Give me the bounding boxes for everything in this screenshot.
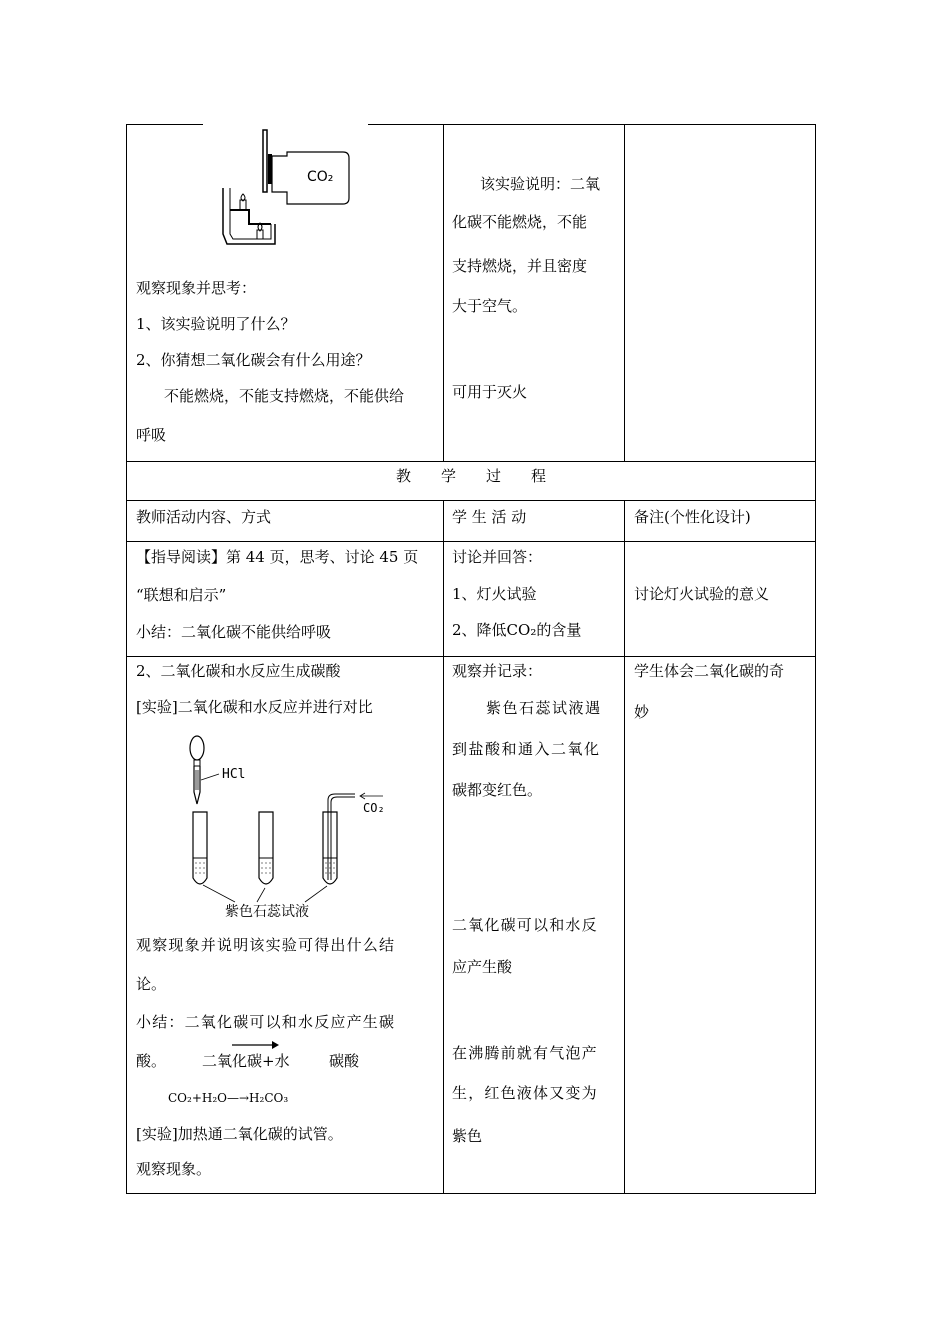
- column-divider-2b: [624, 500, 625, 1193]
- row3-middle-line4: 碳都变红色。: [452, 781, 543, 799]
- row3-left-line2: [实验]二氧化碳和水反应并进行对比: [136, 698, 373, 716]
- row2-left-line2: “联想和启示”: [136, 586, 227, 604]
- table-top-border-left: [126, 124, 203, 125]
- row2-note: 讨论灯火试验的意义: [634, 585, 770, 603]
- row3-left-line3: 观察现象并说明该实验可得出什么结: [136, 936, 396, 954]
- row1-student-line4: 大于空气。: [452, 297, 528, 315]
- row2-middle-line1: 讨论并回答：: [452, 548, 543, 566]
- row2-left-line3: 小结：二氧化碳不能供给呼吸: [136, 623, 332, 641]
- header-student-activity: 学 生 活 动: [452, 508, 527, 526]
- figure-caption-litmus: 紫色石蕊试液: [225, 904, 309, 920]
- table-bottom-border: [126, 1193, 816, 1194]
- row3-middle-line5: 二氧化碳可以和水反: [452, 916, 598, 934]
- co2-candle-experiment-figure: [215, 124, 355, 250]
- row3-left-line6c: 碳酸: [329, 1052, 360, 1070]
- row1-student-line1: 该实验说明：二氧: [480, 175, 601, 193]
- row-divider-2: [126, 500, 816, 501]
- row2-middle-line3: 2、降低CO₂的含量: [452, 621, 582, 639]
- column-divider-1b: [443, 500, 444, 1193]
- table-top-border-right: [368, 124, 816, 125]
- row1-answer-line2: 呼吸: [136, 426, 167, 444]
- row1-answer-line1: 不能燃烧，不能支持燃烧，不能供给: [164, 387, 405, 405]
- row3-middle-line8: 生，红色液体又变为: [452, 1084, 598, 1102]
- row1-question-2: 2、你猜想二氧化碳会有什么用途？: [136, 351, 371, 369]
- row3-note-line2: 妙: [634, 703, 650, 721]
- row3-left-line1: 2、二氧化碳和水反应生成碳酸: [136, 662, 341, 680]
- row1-student-line2: 化碳不能燃烧，不能: [452, 213, 588, 231]
- header-teacher-activity: 教师活动内容、方式: [136, 508, 272, 526]
- column-divider-1a: [443, 124, 444, 461]
- figure-co2-label: CO₂: [307, 169, 334, 185]
- row3-left-line7: [实验]加热通二氧化碳的试管。: [136, 1125, 343, 1143]
- row3-middle-line6: 应产生酸: [452, 958, 513, 976]
- row-divider-1: [126, 461, 816, 462]
- row3-note-line1: 学生体会二氧化碳的奇: [634, 662, 785, 680]
- row3-left-line6b: 二氧化碳+水: [202, 1052, 290, 1070]
- table-left-border: [126, 124, 127, 1193]
- row1-question-1: 1、该实验说明了什么？: [136, 315, 296, 333]
- table-right-border: [815, 124, 816, 1193]
- row3-middle-line7: 在沸腾前就有气泡产: [452, 1044, 598, 1062]
- figure-co2-inlet-label: CO₂: [363, 801, 385, 815]
- row3-equation: CO₂+H₂O—→H₂CO₃: [168, 1091, 289, 1105]
- reaction-arrow-icon: [232, 1040, 280, 1050]
- row3-left-line5: 小结：二氧化碳可以和水反应产生碳: [136, 1013, 396, 1031]
- test-tubes-figure: [185, 730, 385, 910]
- row1-student-line3: 支持燃烧，并且密度: [452, 257, 588, 275]
- row-divider-4: [126, 656, 816, 657]
- row1-student-use: 可用于灭火: [452, 383, 528, 401]
- figure-hcl-label: HCl: [222, 767, 246, 782]
- header-notes: 备注(个性化设计): [634, 508, 751, 526]
- row3-middle-line2: 紫色石蕊试液遇: [486, 699, 602, 717]
- row3-left-line6a: 酸。: [136, 1052, 167, 1070]
- row2-left-line1: 【指导阅读】第 44 页，思考、讨论 45 页: [136, 548, 419, 566]
- column-divider-2a: [624, 124, 625, 461]
- row3-middle-line1: 观察并记录：: [452, 662, 543, 680]
- row3-middle-line9: 紫色: [452, 1127, 483, 1145]
- row-divider-3: [126, 541, 816, 542]
- row3-left-line8: 观察现象。: [136, 1160, 212, 1178]
- row3-middle-line3: 到盐酸和通入二氧化: [452, 740, 601, 758]
- row3-left-line4: 论。: [136, 975, 167, 993]
- section-title: 教 学 过 程: [395, 467, 546, 485]
- row1-observe-text: 观察现象并思考：: [136, 279, 257, 297]
- row2-middle-line2: 1、灯火试验: [452, 585, 537, 603]
